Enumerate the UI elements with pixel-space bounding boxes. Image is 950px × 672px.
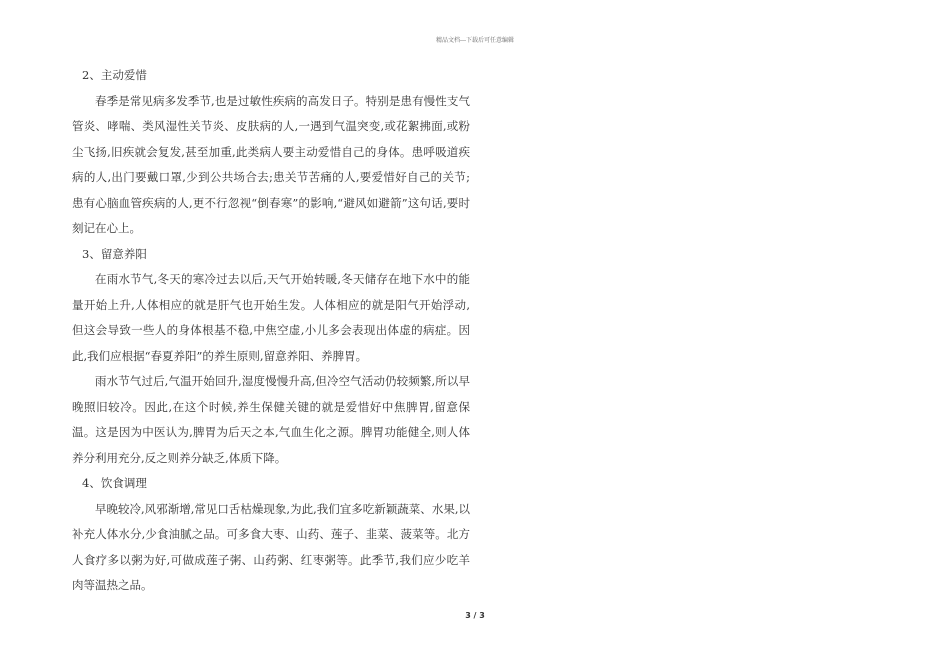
page-header: 精品文档---下载后可任意编辑 xyxy=(435,37,515,44)
section-heading-3: 3、留意养阳 xyxy=(82,246,147,261)
section-heading-2: 2、主动爱惜 xyxy=(82,68,147,82)
section-heading-4: 4、饮食调理 xyxy=(82,476,147,490)
paragraph: 春季是常见病多发季节,也是过敏性疾病的高发日子。特别是患有慢性支气管炎、哮喘、类风湿性关节炎、皮肤病的人,一遇到气温突变,或花絮拂面,或粉尘飞扬,旧疾就会复发,甚至加重,此类病人要主动爱惜自己的身体。患呼吸道疾病的人,出门要戴口罩,少到公共场合去;患关节苦痛的人,要爱惜好自己的关节;患有心脑血管疾病的人,更不行忽视“倒春寒”的影响,“避风如避箭”这句话,要时刻记在心上。 xyxy=(72,93,470,235)
paragraph: 早晚较冷,风邪渐增,常见口舌枯燥现象,为此,我们宜多吃新颖蔬菜、水果,以补充人体水分,少食油腻之品。可多食大枣、山药、莲子、韭菜、菠菜等。北方人食疗多以粥为好,可做成莲子粥、山药粥、红枣粥等。此季节,我们应少吃羊肉等温热之品。 xyxy=(72,501,470,592)
paragraph: 雨水节气过后,气温开始回升,湿度慢慢升高,但冷空气活动仍较频繁,所以早晚照旧较冷。因此,在这个时候,养生保健关键的就是爱惜好中焦脾胃,留意保温。这是因为中医认为,脾胃为后天之本,气血生化之源。脾胃功能健全,则人体养分利用充分,反之则养分缺乏,体质下降。 xyxy=(72,374,470,465)
document-body xyxy=(72,63,470,599)
paragraph: 在雨水节气,冬天的寒冷过去以后,天气开始转暖,冬天储存在地下水中的能量开始上升,人体相应的就是肝气也开始生发。人体相应的就是阳气开始浮动,但这会导致一些人的身体根基不稳,中焦空虚,小儿多会表现出体虚的病症。因此,我们应根据“春夏养阳”的养生原则,留意养阳、养脾胃。 xyxy=(72,272,470,363)
page-number: 3 / 3 xyxy=(465,611,485,620)
